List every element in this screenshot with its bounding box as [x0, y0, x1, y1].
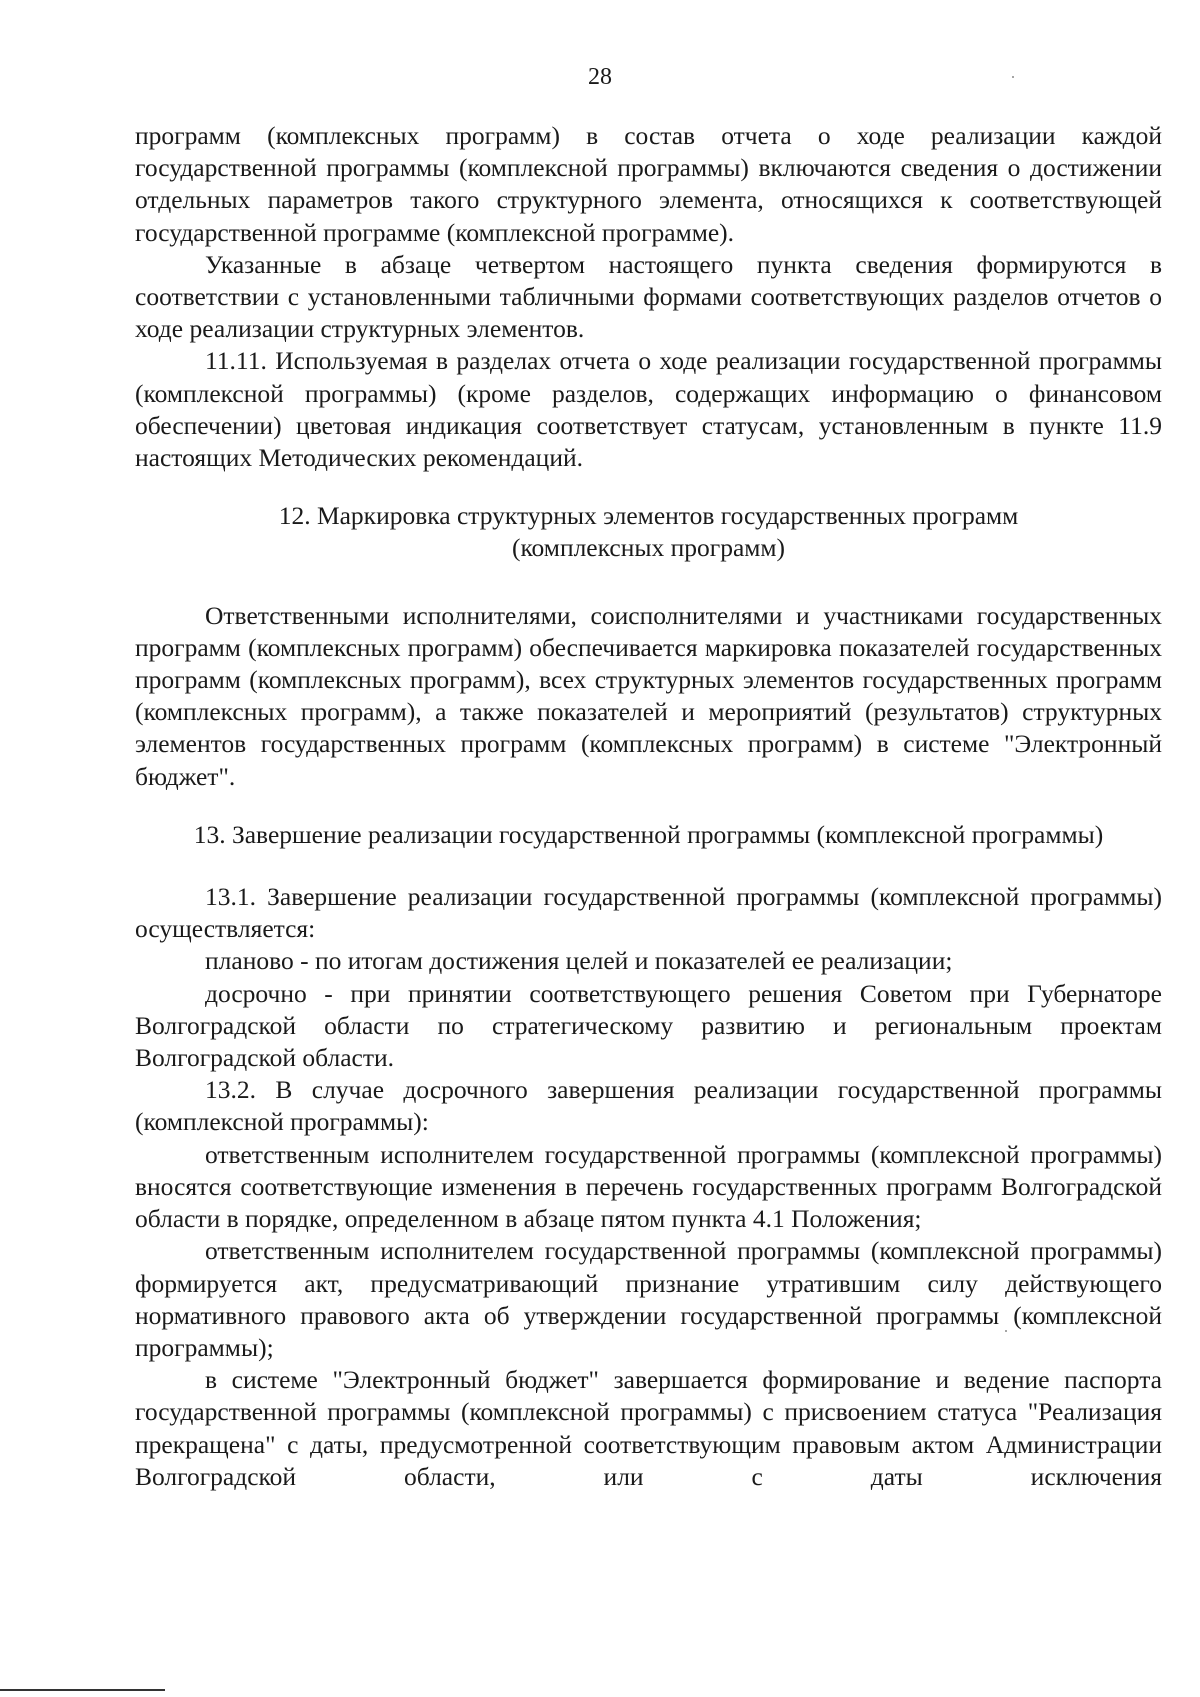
section-heading-12: [135, 500, 1162, 564]
paragraph-info-forms: Указанные в абзаце четвертом настоящего пункта сведения формируются в соответствии с установленными табличными формами соответствующих разделов отчетов о ходе реализации структурных элементов.: [135, 249, 1162, 344]
section-heading-12-line1: 12. Маркировка структурных элементов государственных программ: [278, 501, 1019, 531]
scan-speck: [1012, 76, 1014, 78]
scan-edge-mark: [0, 1689, 165, 1691]
section-heading-13: 13. Завершение реализации государственной программы (комплексной программы): [193, 819, 1104, 849]
paragraph-marking: Ответственными исполнителями, соисполнителями и участниками государственных программ (комплексных программ) обеспечивается маркировка показателей государственных программ (комплексных программ), всех структурных элементов государственных программ (комплексных программ), а также показателей и мероприятий (результатов) структурных элементов государственных программ (комплексных программ) в системе "Электронный бюджет".: [135, 600, 1162, 791]
paragraph-act: ответственным исполнителем государственной программы (комплексной программы) формируется акт, предусматривающий признание утратившим силу действующего нормативного правового акта об утверждении государственной программы (комплексной программы);: [135, 1236, 1162, 1362]
paragraph-continuation: программ (комплексных программ) в состав отчета о ходе реализации каждой государственной программы (комплексной программы) включаются сведения о достижении отдельных параметров такого структурного элемента, относящихся к соответствующей государственной программе (комплексной программе).: [135, 121, 1162, 247]
page-number: 28: [588, 64, 612, 90]
paragraph-changes-list: ответственным исполнителем государственной программы (комплексной программы) вносятся соответствующие изменения в перечень государственных программ Волгоградской области в порядке, определенном в абзаце пятом пункта 4.1 Положения;: [135, 1139, 1162, 1234]
paragraph-early: досрочно - при принятии соответствующего решения Советом при Губернаторе Волгоградской области по стратегическому развитию и региональным проектам Волгоградской области.: [135, 978, 1162, 1073]
section-heading-12-line2: (комплексных программ): [511, 533, 786, 563]
paragraph-electronic-budget: в системе "Электронный бюджет" завершается формирование и ведение паспорта государственной программы (комплексной программы) с присвоением статуса "Реализация прекращена" с даты, предусмотренной соответствующим правовым актом Администрации Волгоградской области, или с даты исключения: [135, 1365, 1162, 1491]
paragraph-planned: планово - по итогам достижения целей и показателей ее реализации;: [205, 946, 953, 976]
paragraph-11-11: 11.11. Используемая в разделах отчета о ходе реализации государственной программы (комплексной программы) (кроме разделов, содержащих информацию о финансовом обеспечении) цветовая индикация соответствует статусам, установленным в пункте 11.9 настоящих Методических рекомендаций.: [135, 346, 1162, 473]
paragraph-13-2: 13.2. В случае досрочного завершения реализации государственной программы (комплексной программы):: [135, 1075, 1162, 1137]
scan-speck: [1005, 1330, 1007, 1332]
paragraph-13-1: 13.1. Завершение реализации государственной программы (комплексной программы) осуществляется:: [135, 882, 1162, 944]
document-body: [135, 120, 1162, 1493]
